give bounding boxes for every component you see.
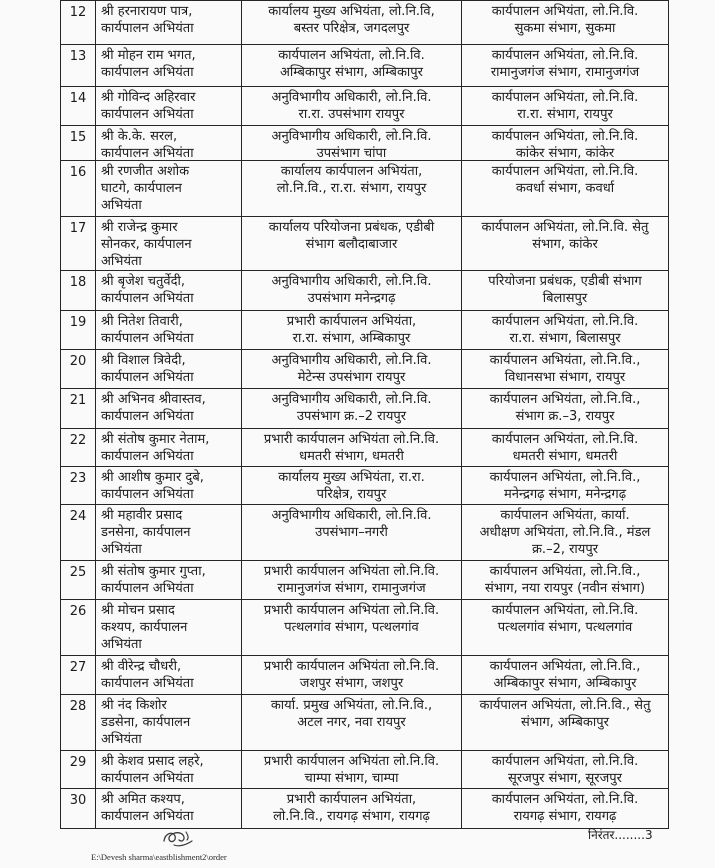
table-row bbox=[61, 561, 669, 600]
officer-name-cell: श्री नंद किशोर डडसेना, कार्यपालन अभियंता bbox=[96, 695, 242, 750]
current-posting-cell: अनुविभागीय अधिकारी, लो.नि.वि. मेटेन्स उपसंभाग रायपुर bbox=[242, 350, 462, 388]
table-row bbox=[61, 467, 669, 505]
table-row bbox=[61, 600, 669, 656]
current-posting-cell: प्रभारी कार्यपालन अभियंता लो.नि.वि. पत्थलगांव संभाग, पत्थलगांव bbox=[242, 600, 462, 655]
serial-number-cell: 20 bbox=[61, 350, 96, 388]
officer-name-cell: श्री गोविन्द अहिरवार कार्यपालन अभियंता bbox=[96, 87, 242, 125]
new-posting-cell: कार्यपालन अभियंता, लो.नि.वि. रायगढ़ संभाग, रायगढ़ bbox=[462, 789, 669, 828]
officer-name-cell: श्री हरनारायण पात्र, कार्यपालन अभियंता bbox=[96, 1, 242, 44]
table-row bbox=[61, 389, 669, 429]
new-posting-cell: कार्यपालन अभियंता, लो.नि.वि., सेतु संभाग, अम्बिकापुर bbox=[462, 695, 669, 750]
new-posting-cell: कार्यपालन अभियंता, लो.नि.वि., अम्बिकापुर संभाग, अम्बिकापुर bbox=[462, 656, 669, 694]
new-posting-cell: कार्यपालन अभियंता, लो.नि.वि. सूरजपुर संभाग, सूरजपुर bbox=[462, 751, 669, 788]
serial-number-cell: 13 bbox=[61, 45, 96, 86]
officer-name-cell: श्री नितेश तिवारी, कार्यपालन अभियंता bbox=[96, 311, 242, 349]
serial-number-cell: 17 bbox=[61, 217, 96, 270]
current-posting-cell: प्रभारी कार्यपालन अभियंता लो.नि.वि. जशपुर संभाग, जशपुर bbox=[242, 656, 462, 694]
serial-number-cell: 24 bbox=[61, 505, 96, 560]
officer-name-cell: श्री अमित कश्यप, कार्यपालन अभियंता bbox=[96, 789, 242, 828]
current-posting-cell: अनुविभागीय अधिकारी, लो.नि.वि. उपसंभाग क्र.–2 रायपुर bbox=[242, 389, 462, 428]
new-posting-cell: कार्यपालन अभियंता, लो.नि.वि. रा.रा. संभाग, बिलासपुर bbox=[462, 311, 669, 349]
officer-name-cell: श्री मोहन राम भगत, कार्यपालन अभियंता bbox=[96, 45, 242, 86]
new-posting-cell: कार्यपालन अभियंता, कार्या. अधीक्षण अभियंता, लो.नि.वि., मंडल क्र.–2, रायपुर bbox=[462, 505, 669, 560]
new-posting-cell: कार्यपालन अभियंता, लो.नि.वि. सेतु संभाग, कांकेर bbox=[462, 217, 669, 270]
table-row bbox=[61, 271, 669, 311]
table-row bbox=[61, 45, 669, 87]
officer-name-cell: श्री आशीष कुमार दुबे, कार्यपालन अभियंता bbox=[96, 467, 242, 504]
table-row bbox=[61, 695, 669, 751]
current-posting-cell: अनुविभागीय अधिकारी, लो.नि.वि. रा.रा. उपसंभाग रायपुर bbox=[242, 87, 462, 125]
table-row bbox=[61, 217, 669, 271]
officer-name-cell: श्री संतोष कुमार नेताम, कार्यपालन अभियंता bbox=[96, 429, 242, 466]
serial-number-cell: 18 bbox=[61, 271, 96, 310]
new-posting-cell: कार्यपालन अभियंता, लो.नि.वि. कवर्धा संभाग, कवर्धा bbox=[462, 161, 669, 216]
table-row bbox=[61, 311, 669, 350]
current-posting-cell: अनुविभागीय अधिकारी, लो.नि.वि. उपसंभाग–नगरी bbox=[242, 505, 462, 560]
new-posting-cell: कार्यपालन अभियंता, लो.नि.वि., विधानसभा संभाग, रायपुर bbox=[462, 350, 669, 388]
current-posting-cell: अनुविभागीय अधिकारी, लो.नि.वि. उपसंभाग चांपा bbox=[242, 126, 462, 160]
officer-name-cell: श्री संतोष कुमार गुप्ता, कार्यपालन अभियंता bbox=[96, 561, 242, 599]
serial-number-cell: 30 bbox=[61, 789, 96, 828]
officer-name-cell: श्री राजेन्द्र कुमार सोनकर, कार्यपालन अभियंता bbox=[96, 217, 242, 270]
current-posting-cell: अनुविभागीय अधिकारी, लो.नि.वि. उपसंभाग मनेन्द्रगढ़ bbox=[242, 271, 462, 310]
table-row bbox=[61, 429, 669, 467]
officer-name-cell: श्री अभिनव श्रीवास्तव, कार्यपालन अभियंता bbox=[96, 389, 242, 428]
new-posting-cell: कार्यपालन अभियंता, लो.नि.वि. धमतरी संभाग, धमतरी bbox=[462, 429, 669, 466]
table-row bbox=[61, 751, 669, 789]
new-posting-cell: कार्यपालन अभियंता, लो.नि.वि. रामानुजगंज संभाग, रामानुजगंज bbox=[462, 45, 669, 86]
serial-number-cell: 28 bbox=[61, 695, 96, 750]
officer-name-cell: श्री मोचन प्रसाद कश्यप, कार्यपालन अभियंता bbox=[96, 600, 242, 655]
table-row bbox=[61, 126, 669, 161]
serial-number-cell: 14 bbox=[61, 87, 96, 125]
table-row bbox=[61, 1, 669, 45]
new-posting-cell: कार्यपालन अभियंता, लो.नि.वि. रा.रा. संभाग, रायपुर bbox=[462, 87, 669, 125]
new-posting-cell: कार्यपालन अभियंता, लो.नि.वि. पत्थलगांव संभाग, पत्थलगांव bbox=[462, 600, 669, 655]
serial-number-cell: 21 bbox=[61, 389, 96, 428]
current-posting-cell: कार्यालय मुख्य अभियंता, लो.नि.वि, बस्तर परिक्षेत्र, जगदलपुर bbox=[242, 1, 462, 44]
current-posting-cell: प्रभारी कार्यपालन अभियंता, रा.रा. संभाग, अम्बिकापुर bbox=[242, 311, 462, 349]
table-row bbox=[61, 161, 669, 217]
serial-number-cell: 27 bbox=[61, 656, 96, 694]
signature-mark bbox=[160, 826, 196, 850]
current-posting-cell: कार्या. प्रमुख अभियंता, लो.नि.वि., अटल नगर, नवा रायपुर bbox=[242, 695, 462, 750]
officer-name-cell: श्री महावीर प्रसाद डनसेना, कार्यपालन अभियंता bbox=[96, 505, 242, 560]
serial-number-cell: 19 bbox=[61, 311, 96, 349]
new-posting-cell: कार्यपालन अभियंता, लो.नि.वि. सुकमा संभाग, सुकमा bbox=[462, 1, 669, 44]
serial-number-cell: 29 bbox=[61, 751, 96, 788]
new-posting-cell: कार्यपालन अभियंता, लो.नि.वि., मनेन्द्रगढ़ संभाग, मनेन्द्रगढ़ bbox=[462, 467, 669, 504]
current-posting-cell: प्रभारी कार्यपालन अभियंता लो.नि.वि. रामानुजगंज संभाग, रामानुजगंज bbox=[242, 561, 462, 599]
new-posting-cell: परियोजना प्रबंधक, एडीबी संभाग बिलासपुर bbox=[462, 271, 669, 310]
new-posting-cell: कार्यपालन अभियंता, लो.नि.वि., संभाग, नया रायपुर (नवीन संभाग) bbox=[462, 561, 669, 599]
current-posting-cell: कार्यालय परियोजना प्रबंधक, एडीबी संभाग बलौदाबाजार bbox=[242, 217, 462, 270]
current-posting-cell: प्रभारी कार्यपालन अभियंता, लो.नि.वि., रायगढ़ संभाग, रायगढ़ bbox=[242, 789, 462, 828]
current-posting-cell: प्रभारी कार्यपालन अभियंता लो.नि.वि. चाम्पा संभाग, चाम्पा bbox=[242, 751, 462, 788]
officer-name-cell: श्री के.के. सरल, कार्यपालन अभियंता bbox=[96, 126, 242, 160]
file-path-footer: E:\Devesh sharma\eastblishment2\order bbox=[91, 852, 227, 862]
table-row bbox=[61, 87, 669, 126]
serial-number-cell: 25 bbox=[61, 561, 96, 599]
current-posting-cell: प्रभारी कार्यपालन अभियंता लो.नि.वि. धमतरी संभाग, धमतरी bbox=[242, 429, 462, 466]
serial-number-cell: 22 bbox=[61, 429, 96, 466]
officer-name-cell: श्री रणजीत अशोक घाटगे, कार्यपालन अभियंता bbox=[96, 161, 242, 216]
serial-number-cell: 23 bbox=[61, 467, 96, 504]
transfer-order-table bbox=[60, 0, 669, 829]
continued-page-marker: निरंतर........3 bbox=[588, 828, 653, 842]
table-row bbox=[61, 350, 669, 389]
table-row bbox=[61, 656, 669, 695]
current-posting-cell: कार्यालय मुख्य अभियंता, रा.रा. परिक्षेत्र, रायपुर bbox=[242, 467, 462, 504]
serial-number-cell: 12 bbox=[61, 1, 96, 44]
table-row bbox=[61, 505, 669, 561]
officer-name-cell: श्री बृजेश चतुर्वेदी, कार्यपालन अभियंता bbox=[96, 271, 242, 310]
new-posting-cell: कार्यपालन अभियंता, लो.नि.वि., संभाग क्र.–3, रायपुर bbox=[462, 389, 669, 428]
officer-name-cell: श्री विशाल त्रिवेदी, कार्यपालन अभियंता bbox=[96, 350, 242, 388]
current-posting-cell: कार्यालय कार्यपालन अभियंता, लो.नि.वि., रा.रा. संभाग, रायपुर bbox=[242, 161, 462, 216]
table-row bbox=[61, 789, 669, 829]
serial-number-cell: 16 bbox=[61, 161, 96, 216]
serial-number-cell: 26 bbox=[61, 600, 96, 655]
serial-number-cell: 15 bbox=[61, 126, 96, 160]
new-posting-cell: कार्यपालन अभियंता, लो.नि.वि. कांकेर संभाग, कांकेर bbox=[462, 126, 669, 160]
current-posting-cell: कार्यपालन अभियंता, लो.नि.वि. अम्बिकापुर संभाग, अम्बिकापुर bbox=[242, 45, 462, 86]
officer-name-cell: श्री वीरेन्द्र चौधरी, कार्यपालन अभियंता bbox=[96, 656, 242, 694]
officer-name-cell: श्री केशव प्रसाद लहरे, कार्यपालन अभियंता bbox=[96, 751, 242, 788]
